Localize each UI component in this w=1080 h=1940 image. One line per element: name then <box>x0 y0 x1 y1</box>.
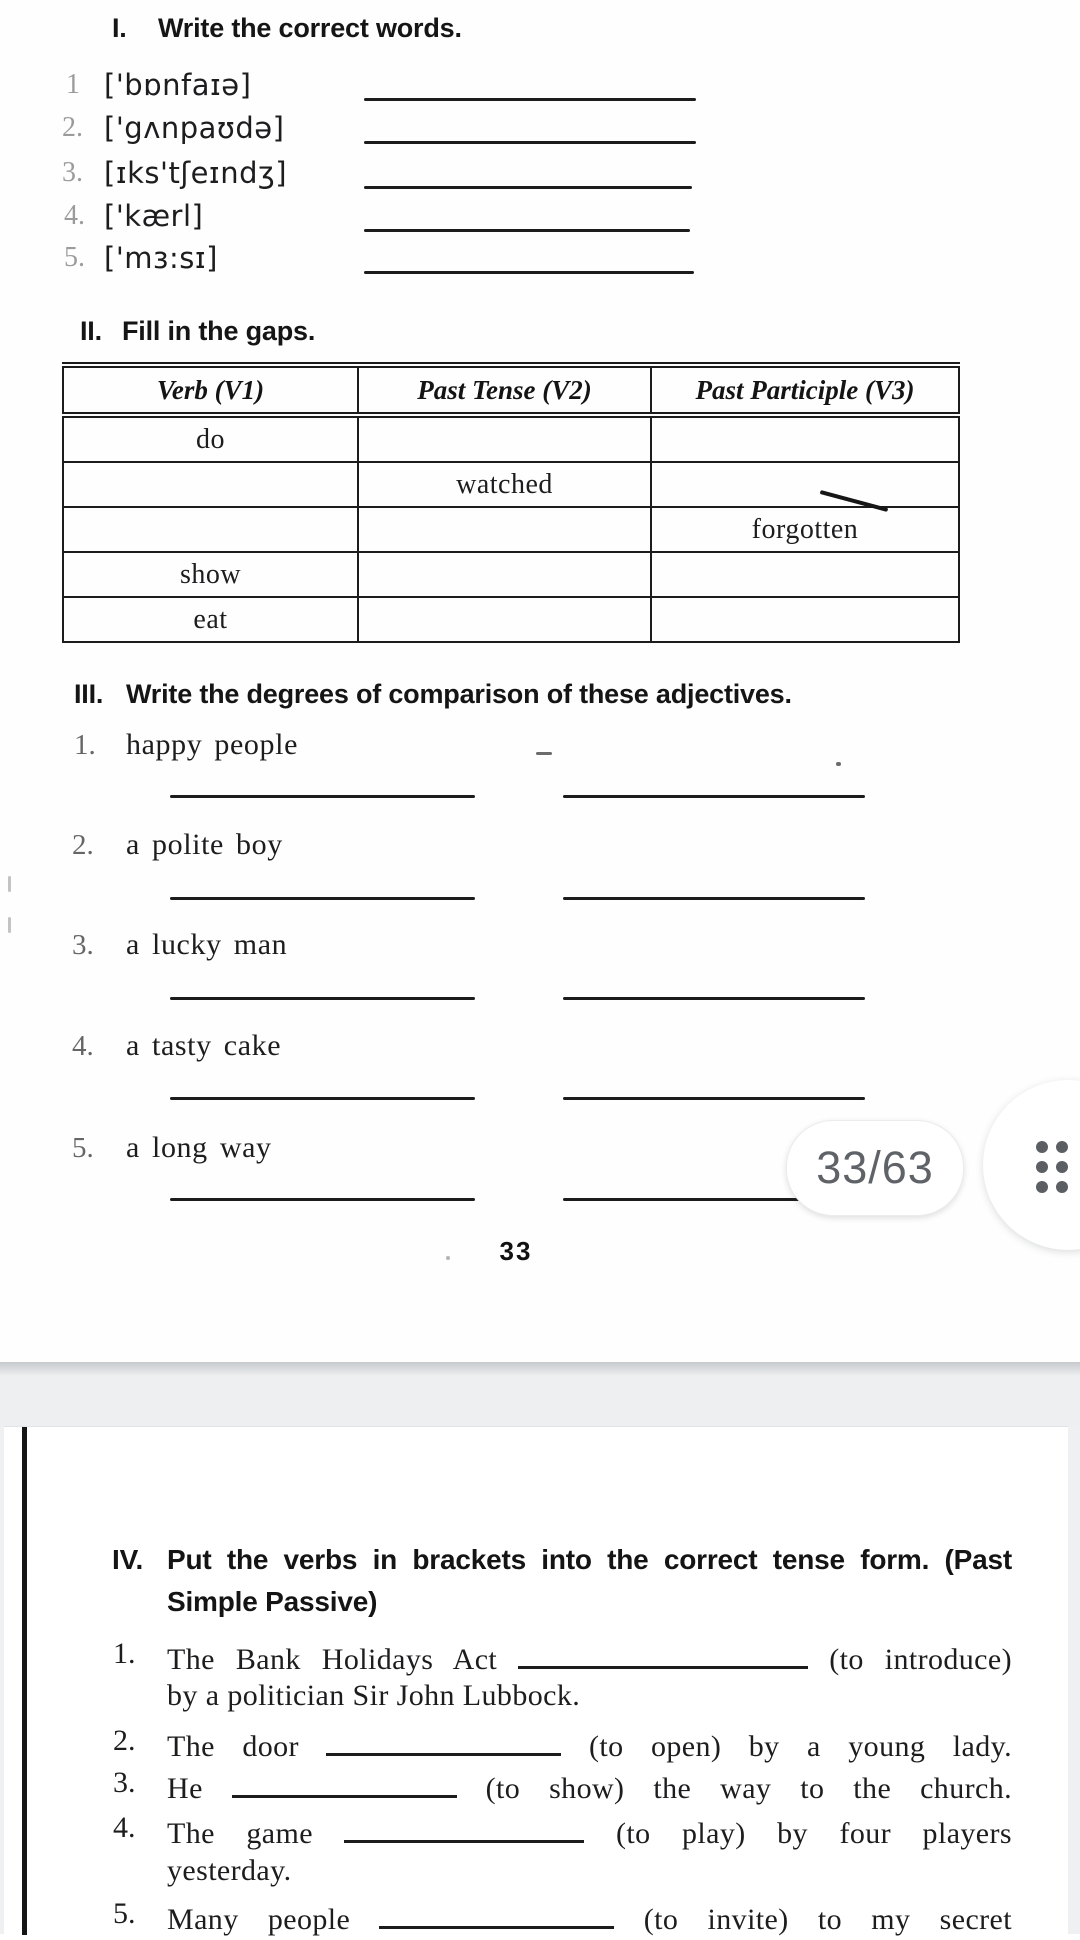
answer-line <box>563 1097 865 1100</box>
book-spine-line <box>22 1427 27 1935</box>
ipa-word: ['bɒnfaɪə] <box>104 68 252 102</box>
sentence-pre: Many people <box>167 1903 351 1936</box>
cell-v3 <box>651 415 959 462</box>
sentence-continuation: by a politician Sir John Lubbock. <box>167 1679 581 1712</box>
sentence-pre: The door <box>167 1730 299 1763</box>
viewer-background <box>0 1426 1080 1934</box>
dot <box>1036 1181 1048 1193</box>
answer-line <box>170 1097 475 1100</box>
exercise-sentence <box>167 1894 1012 1940</box>
sentence-post: (to play) by four players <box>615 1817 1012 1850</box>
sentence-pre: The game <box>167 1817 313 1850</box>
column-header-v2: Past Tense (V2) <box>358 365 651 415</box>
cell-v1: eat <box>63 597 358 642</box>
ipa-word: [ɪks'tʃeɪndʒ] <box>104 156 288 190</box>
cell-v2 <box>358 552 651 597</box>
exercise-sentence <box>167 1763 1012 1809</box>
scan-artifact <box>536 752 552 755</box>
list-number: 1. <box>74 729 96 761</box>
answer-line <box>364 98 696 101</box>
ipa-word: ['kærl] <box>104 199 204 233</box>
scan-artifact <box>446 1256 450 1260</box>
scan-artifact <box>836 762 841 766</box>
cell-v1 <box>63 507 358 552</box>
fill-in-blank <box>379 1894 614 1929</box>
adjective-phrase: a lucky man <box>126 928 288 961</box>
cell-v2 <box>358 415 651 462</box>
adjective-phrase: a polite boy <box>126 828 283 861</box>
scan-artifact <box>8 876 11 892</box>
answer-line <box>364 229 690 232</box>
cell-v1 <box>63 462 358 507</box>
sentence-post: (to introduce) <box>829 1643 1012 1676</box>
list-number: 4. <box>72 1030 94 1062</box>
list-number: 1. <box>113 1637 136 1670</box>
answer-line <box>563 997 865 1000</box>
list-number: 4. <box>64 200 85 231</box>
section3-title: Write the degrees of comparison of these adjectives. <box>126 679 792 709</box>
cell-v2: watched <box>358 462 651 507</box>
answer-line <box>364 186 692 189</box>
answer-line <box>170 1198 475 1201</box>
cell-v3: forgotten <box>651 507 959 552</box>
cell-v3 <box>651 552 959 597</box>
section4-title-line1: Put the verbs in brackets into the correct tense form. (Past <box>167 1544 1012 1575</box>
sentence-pre: He <box>167 1772 203 1805</box>
sentence-continuation: yesterday. <box>167 1854 292 1887</box>
list-number: 5. <box>64 242 85 273</box>
adjective-phrase: happy people <box>126 728 298 761</box>
exercise-sentence <box>167 1721 1012 1767</box>
list-number: 5. <box>113 1897 136 1930</box>
list-number: 3. <box>72 929 94 961</box>
section4-title-line2: Simple Passive) <box>167 1586 378 1617</box>
column-header-v1: Verb (V1) <box>63 365 358 415</box>
answer-line <box>170 897 475 900</box>
section1-roman: I. <box>112 13 127 43</box>
sentence-post: (to show) the way to the church. <box>485 1772 1013 1805</box>
scan-artifact <box>8 917 11 933</box>
table-row <box>63 415 959 462</box>
section3-roman: III. <box>74 679 104 709</box>
ipa-word: ['gʌnpaʊdə] <box>104 111 285 145</box>
table-row <box>63 507 959 552</box>
cell-v3 <box>651 597 959 642</box>
fill-in-blank <box>232 1763 457 1798</box>
section1-title: Write the correct words. <box>158 13 462 43</box>
sentence-pre: The Bank Holidays Act <box>167 1643 498 1676</box>
page-indicator-text: 33/63 <box>816 1142 934 1193</box>
exercise-sentence <box>167 1808 1012 1854</box>
list-number: 2. <box>62 112 83 143</box>
adjective-phrase: a tasty cake <box>126 1029 282 1062</box>
list-number: 1 <box>66 69 80 100</box>
fill-in-blank <box>344 1808 584 1843</box>
document-page-34 <box>4 1426 1068 1935</box>
list-number: 2. <box>113 1724 136 1757</box>
ipa-word: ['mɜ:sɪ] <box>104 241 218 275</box>
section2-title: Fill in the gaps. <box>122 316 316 346</box>
exercise-sentence <box>167 1634 1012 1680</box>
adjective-phrase: a long way <box>126 1131 272 1164</box>
table-header-row <box>63 365 959 415</box>
sentence-post: (to open) by a young lady. <box>588 1730 1012 1763</box>
dot <box>1036 1141 1048 1153</box>
table-row <box>63 462 959 507</box>
answer-line <box>364 141 696 144</box>
section2-roman: II. <box>80 316 102 346</box>
answer-line <box>563 795 865 798</box>
answer-line <box>170 795 475 798</box>
column-header-v3: Past Participle (V3) <box>651 365 959 415</box>
list-number: 2. <box>72 829 94 861</box>
cell-v2 <box>358 507 651 552</box>
answer-line <box>563 897 865 900</box>
dot <box>1036 1161 1048 1173</box>
dot <box>1056 1181 1068 1193</box>
sentence-post: (to invite) to my secret <box>643 1903 1013 1936</box>
list-number: 4. <box>113 1811 136 1844</box>
cell-v3 <box>651 462 959 507</box>
page-indicator-pill <box>786 1120 964 1216</box>
fill-in-blank <box>326 1721 561 1756</box>
table-row <box>63 597 959 642</box>
dot <box>1056 1141 1068 1153</box>
list-number: 3. <box>62 157 83 188</box>
answer-line <box>170 997 475 1000</box>
grid-dots-icon <box>1036 1141 1068 1193</box>
cell-v2 <box>358 597 651 642</box>
answer-line <box>364 271 694 274</box>
verb-forms-table <box>62 362 960 643</box>
list-number: 5. <box>72 1132 94 1164</box>
section4-roman: IV. <box>112 1544 144 1575</box>
table-row <box>63 552 959 597</box>
page-gap <box>0 1362 1080 1426</box>
cell-v1: show <box>63 552 358 597</box>
dot <box>1056 1161 1068 1173</box>
list-number: 3. <box>113 1766 136 1799</box>
fill-in-blank <box>518 1634 808 1669</box>
printed-page-number: 33 <box>499 1236 533 1266</box>
cell-v1: do <box>63 415 358 462</box>
